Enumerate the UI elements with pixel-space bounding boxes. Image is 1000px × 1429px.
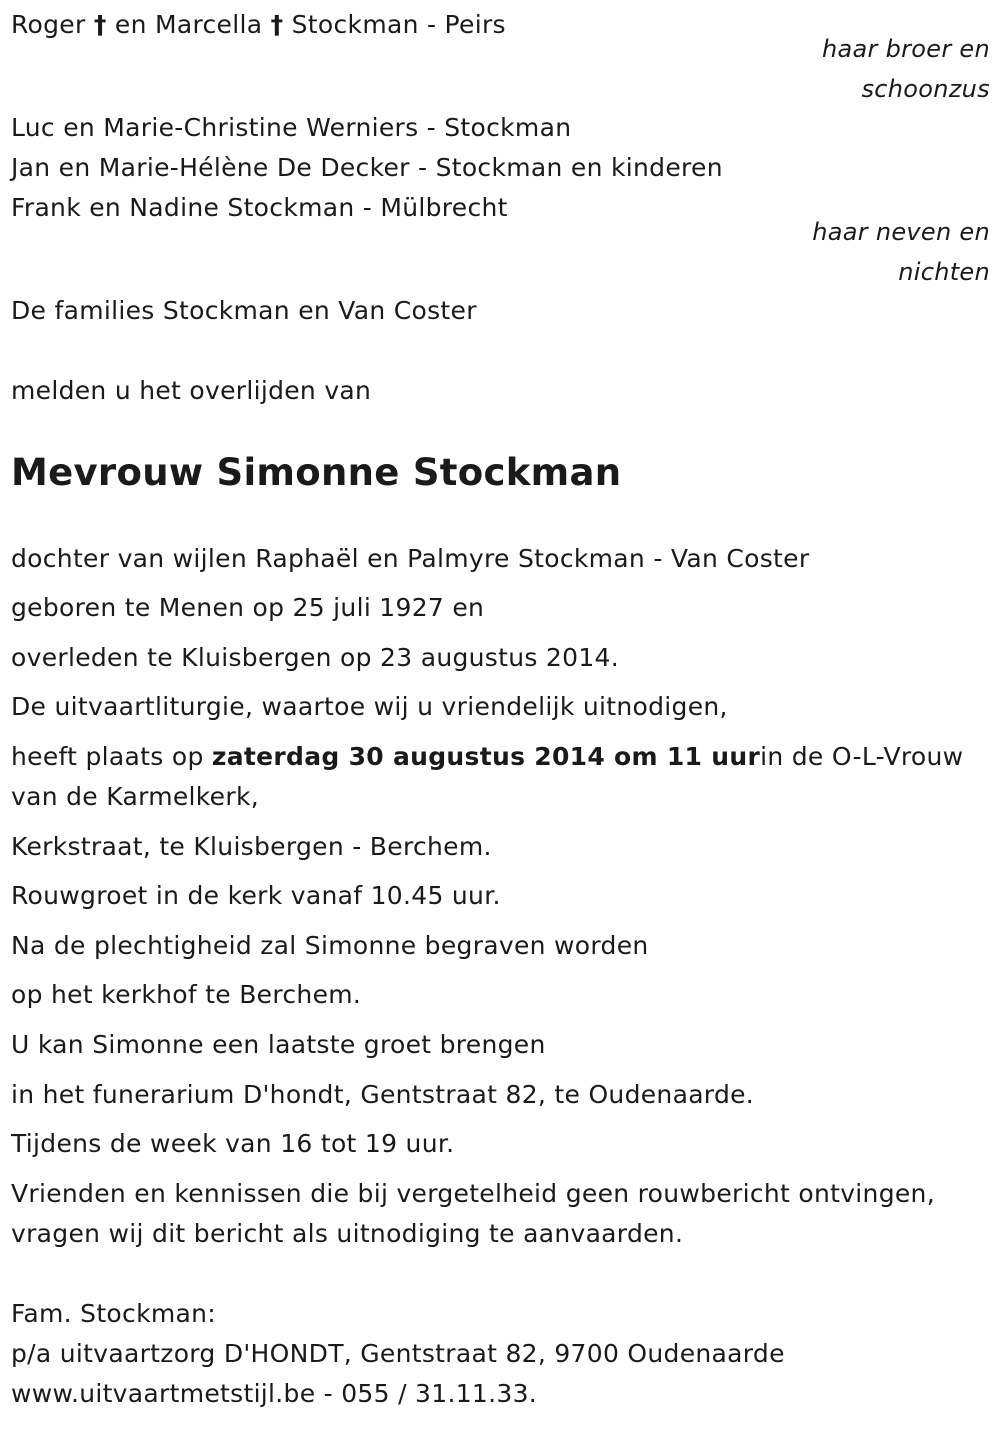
body-line-burial: Na de plechtigheid zal Simonne begraven worden (11, 931, 649, 960)
body-church-prefix: in de O-L-Vrouw (760, 742, 964, 771)
deceased-name: Mevrouw Simonne Stockman (11, 451, 622, 494)
body-line-died: overleden te Kluisbergen op 23 augustus 2014. (11, 643, 619, 672)
family-en-marcella: en Marcella (114, 10, 263, 39)
nephew-line-werniers: Luc en Marie-Christine Werniers - Stockman (11, 113, 572, 142)
relation-nephews-nieces-line1: haar neven en (812, 218, 990, 246)
body-line-street: Kerkstraat, te Kluisbergen - Berchem. (11, 832, 492, 861)
body-line-funeral-home: in het funerarium D'hondt, Gentstraat 82, te Oudenaarde. (11, 1080, 755, 1109)
body-line-invitation: vragen wij dit bericht als uitnodiging te aanvaarden. (11, 1219, 684, 1248)
body-date-prefix: heeft plaats op (11, 742, 212, 771)
body-line-liturgy: De uitvaartliturgie, waartoe wij u vriendelijk uitnodigen, (11, 692, 728, 721)
body-line-church: van de Karmelkerk, (11, 782, 259, 811)
nephew-line-de-decker: Jan en Marie-Hélène De Decker - Stockman en kinderen (11, 153, 723, 182)
body-line-date-place (11, 737, 963, 777)
body-line-parents: dochter van wijlen Raphaël en Palmyre Stockman - Van Coster (11, 544, 810, 573)
announcement-text: melden u het overlijden van (11, 376, 372, 405)
funeral-date-time: zaterdag 30 augustus 2014 om 11 uur (211, 742, 761, 771)
family-roger: Roger (11, 10, 86, 39)
family-line-roger-marcella (11, 5, 506, 45)
footer-sender: Fam. Stockman: (11, 1299, 216, 1328)
nephew-line-mulbrecht: Frank en Nadine Stockman - Mülbrecht (11, 193, 508, 222)
body-line-last-greeting: U kan Simonne een laatste groet brengen (11, 1030, 546, 1059)
footer-contact: www.uitvaartmetstijl.be - 055 / 31.11.33. (11, 1379, 538, 1408)
relation-brother-sister-in-law-line2: schoonzus (861, 75, 990, 103)
body-line-condolences: Rouwgroet in de kerk vanaf 10.45 uur. (11, 881, 501, 910)
cross-icon: † (93, 10, 107, 39)
body-line-friends: Vrienden en kennissen die bij vergetelheid geen rouwbericht ontvingen, (11, 1179, 935, 1208)
relation-brother-sister-in-law-line1: haar broer en (821, 35, 990, 63)
body-line-cemetery: op het kerkhof te Berchem. (11, 980, 362, 1009)
family-stockman-peirs: Stockman - Peirs (291, 10, 506, 39)
families-line: De families Stockman en Van Coster (11, 296, 477, 325)
cross-icon: † (270, 10, 284, 39)
footer-address: p/a uitvaartzorg D'HONDT, Gentstraat 82, 9700 Oudenaarde (11, 1339, 785, 1368)
body-line-born: geboren te Menen op 25 juli 1927 en (11, 593, 485, 622)
relation-nephews-nieces-line2: nichten (898, 258, 990, 286)
body-line-visiting-hours: Tijdens de week van 16 tot 19 uur. (11, 1129, 455, 1158)
